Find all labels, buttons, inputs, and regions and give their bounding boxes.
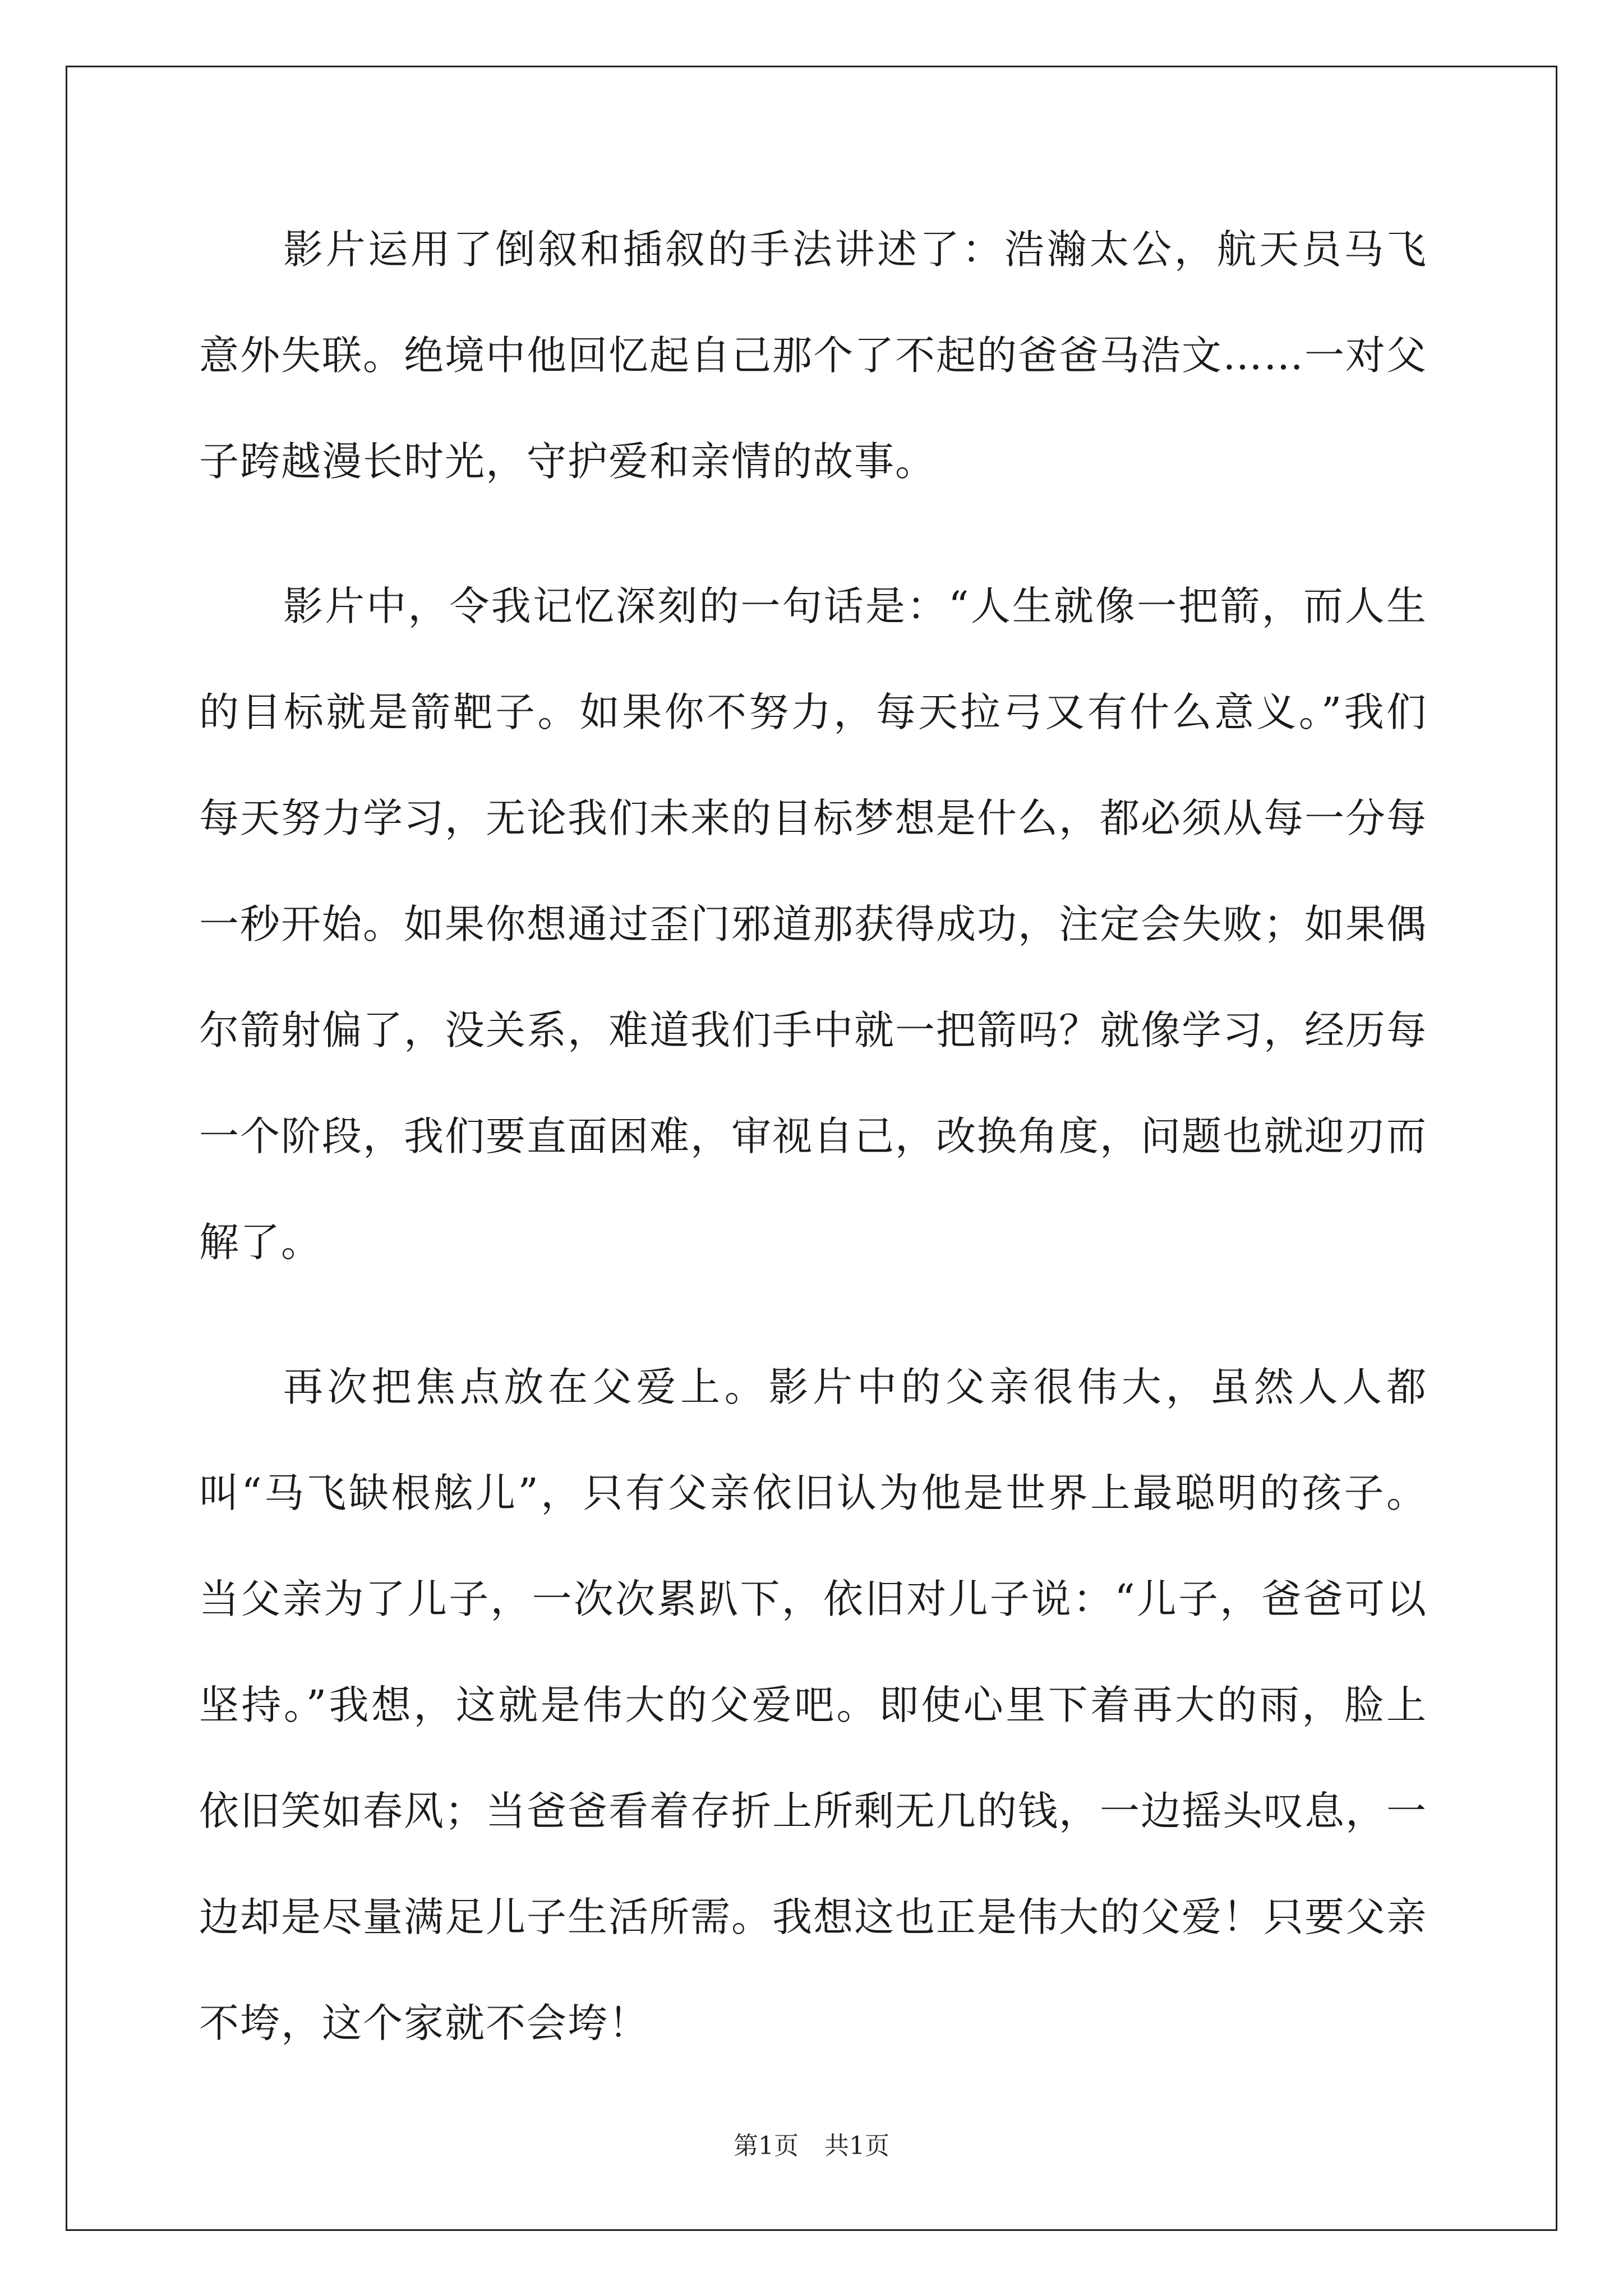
page-total: 共1页 — [824, 2132, 889, 2160]
page-footer — [0, 2129, 1623, 2163]
page-number: 第1页 — [734, 2132, 799, 2160]
paragraph-1: 影片运用了倒叙和插叙的手法讲述了：浩瀚太公，航天员马飞意外失联。绝境中他回忆起自己那个了不起的爸爸马浩文……一对父子跨越漫长时光，守护爱和亲情的故事。 — [199, 226, 1428, 485]
paragraph-2: 影片中，令我记忆深刻的一句话是：“人生就像一把箭，而人生的目标就是箭靶子。如果你不努力，每天拉弓又有什么意义。”我们每天努力学习，无论我们未来的目标梦想是什么，都必须从每一分每一秒开始。如果你想通过歪门邪道那获得成功，注定会失败；如果偶尔箭射偏了，没关系，难道我们手中就一把箭吗？就像学习，经历每一个阶段，我们要直面困难，审视自己，改换角度，问题也就迎刃而解了。 — [199, 583, 1428, 1266]
paragraph-3: 再次把焦点放在父爱上。影片中的父亲很伟大，虽然人人都叫“马飞缺根舷儿”，只有父亲依旧认为他是世界上最聪明的孩子。当父亲为了儿子，一次次累趴下，依旧对儿子说：“儿子，爸爸可以坚持。”我想，这就是伟大的父爱吧。即使心里下着再大的雨，脸上依旧笑如春风；当爸爸看着存折上所剩无几的钱，一边摇头叹息，一边却是尽量满足儿子生活所需。我想这也正是伟大的父爱！只要父亲不垮，这个家就不会垮！ — [199, 1364, 1428, 2046]
document-body — [199, 196, 1427, 2115]
